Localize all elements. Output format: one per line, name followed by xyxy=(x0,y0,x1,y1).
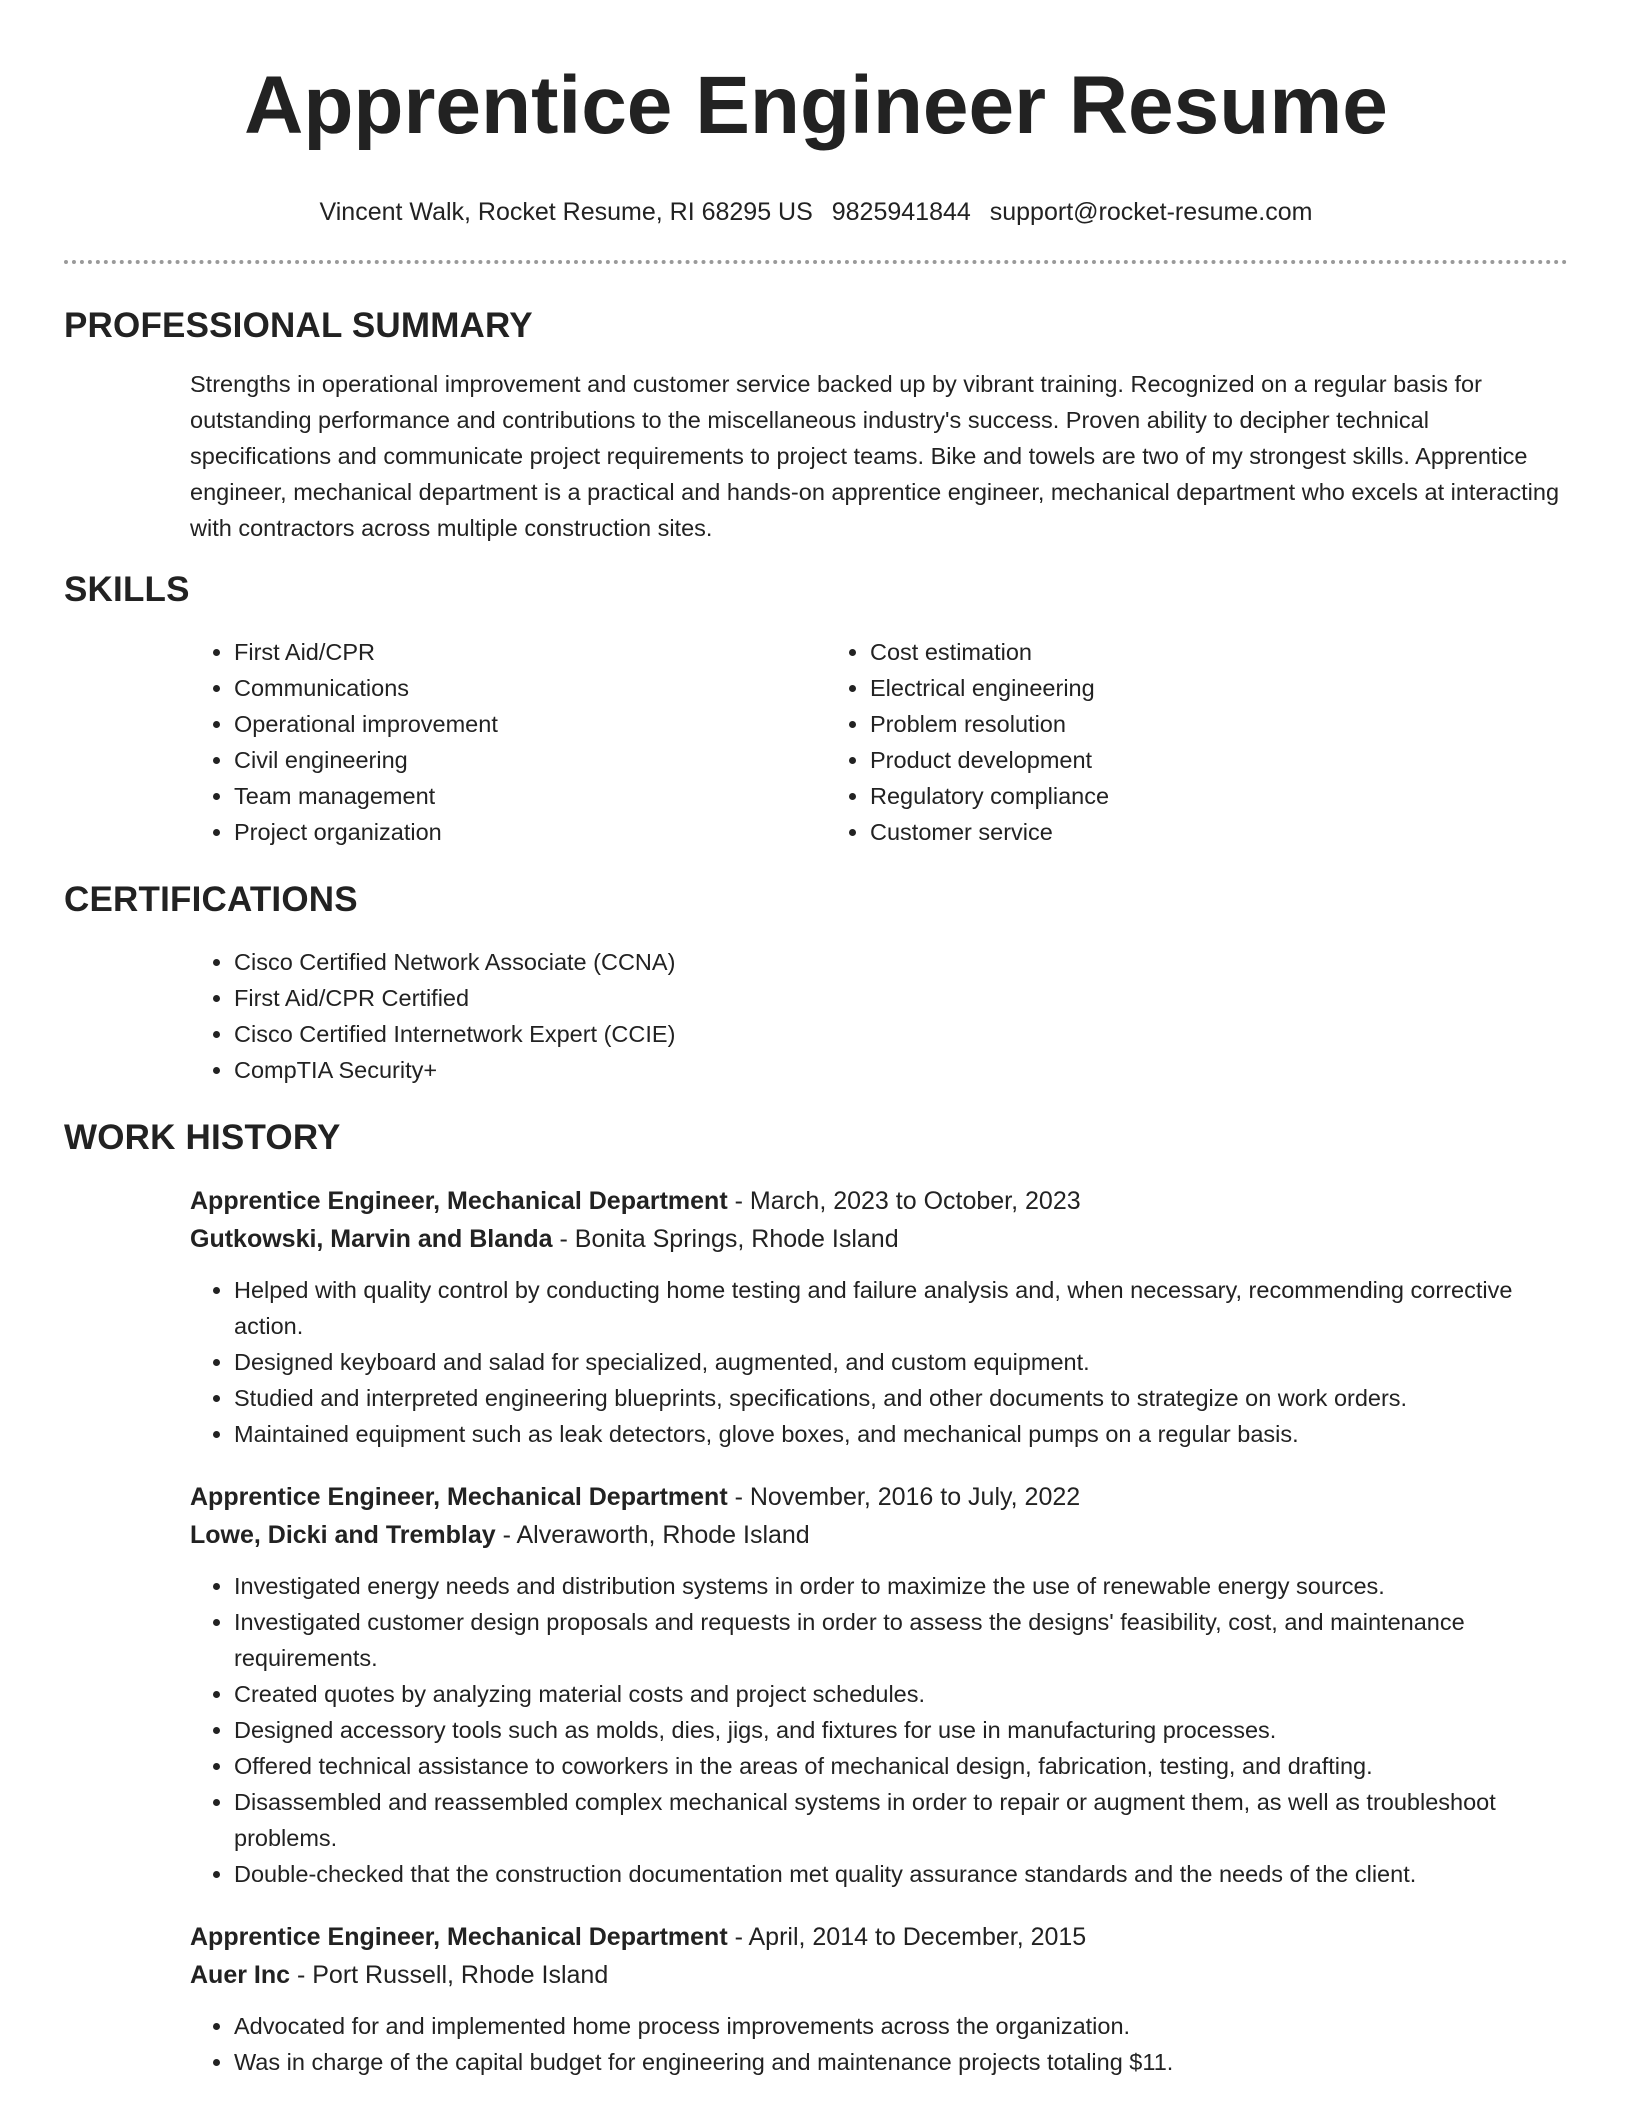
job-bullet: • Offered technical assistance to coworkers in the areas of mechanical design, fabrication, testing, and drafting. xyxy=(234,1748,1568,1784)
section-title-summary: PROFESSIONAL SUMMARY xyxy=(64,306,533,345)
job-bullet: • Double-checked that the construction documentation met quality assurance standards and the needs of the client. xyxy=(234,1856,1568,1892)
skill-item: • Problem resolution xyxy=(870,706,1462,742)
job-role-line xyxy=(190,1918,1568,1956)
job-bullet: • Designed keyboard and salad for specialized, augmented, and custom equipment. xyxy=(234,1344,1568,1380)
job-company: Gutkowski, Marvin and Blanda xyxy=(190,1225,553,1253)
certification-item: • CompTIA Security+ xyxy=(234,1052,1568,1088)
job-company: Lowe, Dicki and Tremblay xyxy=(190,1521,496,1549)
job-location: - Alveraworth, Rhode Island xyxy=(495,1521,810,1549)
job-bullet: • Investigated customer design proposals and requests in order to assess the designs' feasibility, cost, and maintenance requirements. xyxy=(234,1604,1568,1676)
job-role: Apprentice Engineer, Mechanical Department xyxy=(190,1483,728,1511)
job-bullet: • Designed accessory tools such as molds, dies, jigs, and fixtures for use in manufacturing processes. xyxy=(234,1712,1568,1748)
job-bullets xyxy=(190,1272,1568,1452)
job-entry xyxy=(190,1918,1568,2080)
job-company-line xyxy=(190,1220,1568,1258)
job-bullets xyxy=(190,2008,1568,2080)
resume-page xyxy=(64,0,1568,2080)
skill-item: • Operational improvement xyxy=(234,706,826,742)
section-title-skills: SKILLS xyxy=(64,570,190,609)
certification-item: • Cisco Certified Internetwork Expert (CCIE) xyxy=(234,1016,1568,1052)
job-dates: - April, 2014 to December, 2015 xyxy=(727,1923,1087,1951)
job-company-line xyxy=(190,1956,1568,1994)
job-bullet: • Helped with quality control by conducting home testing and failure analysis and, when necessary, recommending corrective action. xyxy=(234,1272,1568,1344)
job-bullet: • Created quotes by analyzing material costs and project schedules. xyxy=(234,1676,1568,1712)
section-title-certifications: CERTIFICATIONS xyxy=(64,880,358,919)
job-bullet: • Was in charge of the capital budget for engineering and maintenance projects totaling $11. xyxy=(234,2044,1568,2080)
skill-item: • First Aid/CPR xyxy=(234,634,826,670)
job-location: - Port Russell, Rhode Island xyxy=(290,1961,609,1989)
resume-title: Apprentice Engineer Resume xyxy=(244,60,1388,151)
skills-grid xyxy=(190,634,1568,850)
job-dates: - March, 2023 to October, 2023 xyxy=(727,1187,1081,1215)
skill-item: • Civil engineering xyxy=(234,742,826,778)
job-role: Apprentice Engineer, Mechanical Department xyxy=(190,1187,728,1215)
skills-column-right xyxy=(826,634,1462,850)
job-location: - Bonita Springs, Rhode Island xyxy=(552,1225,899,1253)
job-dates: - November, 2016 to July, 2022 xyxy=(727,1483,1081,1511)
skill-item: • Communications xyxy=(234,670,826,706)
job-company: Auer Inc xyxy=(190,1961,291,1989)
job-role: Apprentice Engineer, Mechanical Department xyxy=(190,1923,728,1951)
certifications-list xyxy=(190,944,1568,1088)
skill-item: • Product development xyxy=(870,742,1462,778)
skill-item: • Customer service xyxy=(870,814,1462,850)
skill-item: • Team management xyxy=(234,778,826,814)
skills-column-left xyxy=(190,634,826,850)
job-bullets xyxy=(190,1568,1568,1892)
skill-item: • Electrical engineering xyxy=(870,670,1462,706)
contact-line xyxy=(64,196,1568,228)
job-bullet: • Studied and interpreted engineering blueprints, specifications, and other documents to strategize on work orders. xyxy=(234,1380,1568,1416)
skill-item: • Cost estimation xyxy=(870,634,1462,670)
certification-item: • Cisco Certified Network Associate (CCNA) xyxy=(234,944,1568,980)
certification-item: • First Aid/CPR Certified xyxy=(234,980,1568,1016)
job-entry xyxy=(190,1478,1568,1892)
summary-text: Strengths in operational improvement and customer service backed up by vibrant training. Recognized on a regular basis for outstanding performance and contributions to the miscellaneous industry's success. Proven ability to decipher technical specifications and communicate project requirements to project teams. Bike and towels are two of my strongest skills. Apprentice engineer, mechanical department is a practical and hands-on apprentice engineer, mechanical department who excels at interacting with contractors across multiple construction sites. xyxy=(190,371,1560,541)
job-bullet: • Disassembled and reassembled complex mechanical systems in order to repair or augment them, as well as troubleshoot problems. xyxy=(234,1784,1568,1856)
section-title-work-history: WORK HISTORY xyxy=(64,1118,341,1157)
contact-email: support@rocket-resume.com xyxy=(989,198,1313,226)
job-bullet: • Investigated energy needs and distribution systems in order to maximize the use of renewable energy sources. xyxy=(234,1568,1568,1604)
job-bullet: • Maintained equipment such as leak detectors, glove boxes, and mechanical pumps on a regular basis. xyxy=(234,1416,1568,1452)
job-role-line xyxy=(190,1478,1568,1516)
job-bullet: • Advocated for and implemented home process improvements across the organization. xyxy=(234,2008,1568,2044)
job-entry xyxy=(190,1182,1568,1452)
job-company-line xyxy=(190,1516,1568,1554)
contact-address: Vincent Walk, Rocket Resume, RI 68295 US xyxy=(319,198,813,226)
contact-phone: 9825941844 xyxy=(831,198,971,226)
skill-item: • Regulatory compliance xyxy=(870,778,1462,814)
skill-item: • Project organization xyxy=(234,814,826,850)
header-divider xyxy=(64,260,1568,264)
job-role-line xyxy=(190,1182,1568,1220)
